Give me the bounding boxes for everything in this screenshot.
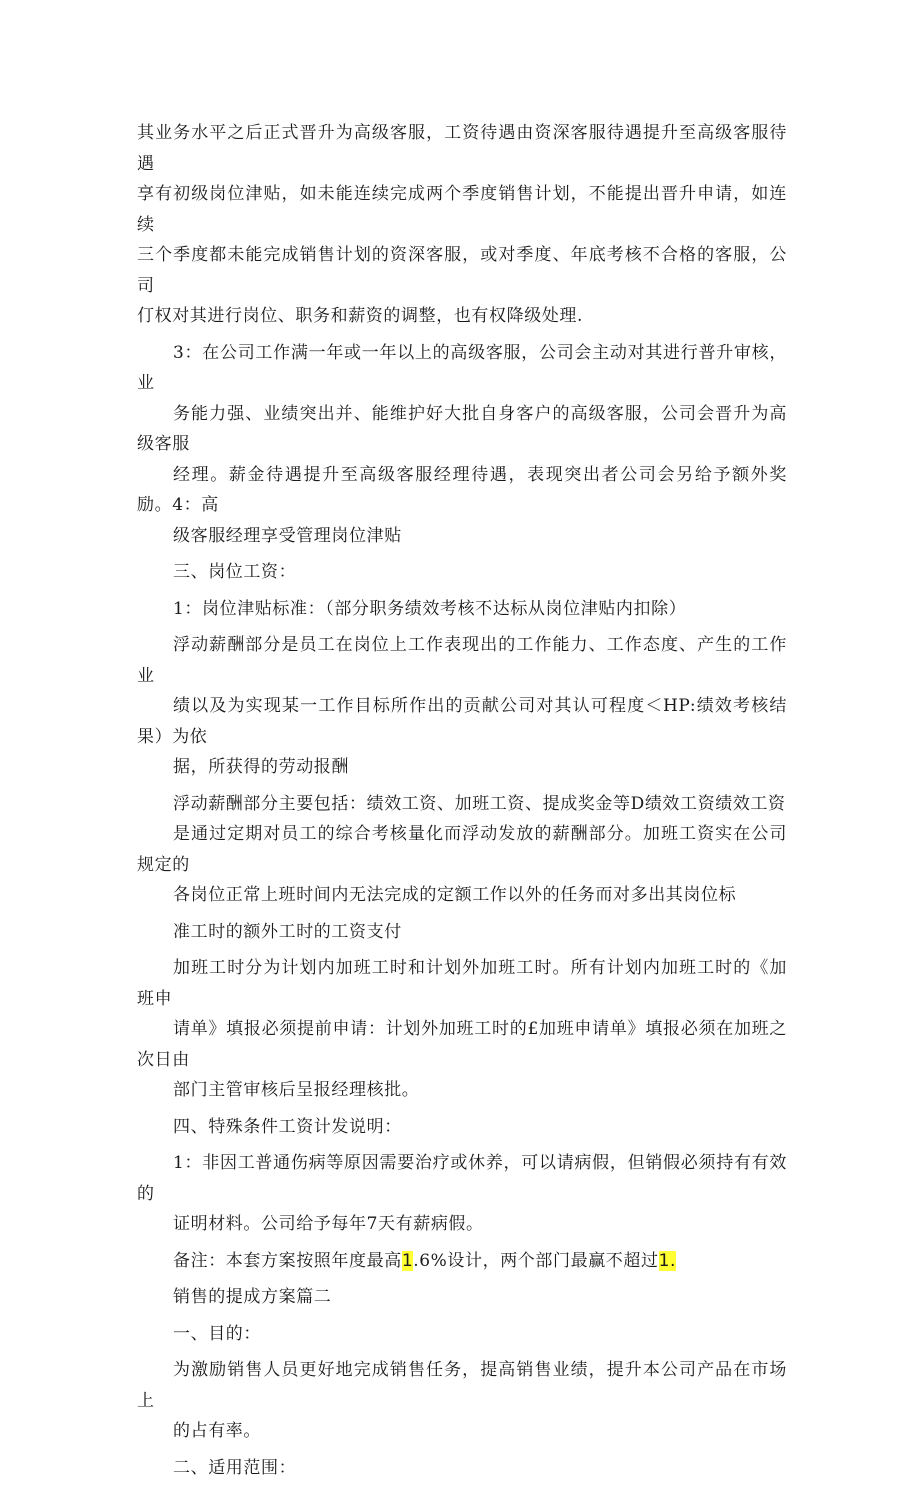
- text-line: 三个季度都未能完成销售计划的资深客服，或对季度、年底考核不合格的客服，公司: [137, 245, 787, 296]
- note-paragraph: [137, 1246, 787, 1277]
- note-prefix: 备注：本套方案按照年度最高: [173, 1250, 402, 1271]
- text-line: 3：在公司工作满一年或一年以上的高级客服，公司会主动对其进行普升审核，业: [137, 342, 787, 393]
- paragraph: [137, 338, 787, 552]
- text-line: 一、目的：: [173, 1323, 261, 1344]
- text-line: 四、特殊条件工资计发说明：: [173, 1116, 402, 1137]
- text-line: 为激励销售人员更好地完成销售任务，提高销售业绩，提升本公司产品在市场上: [137, 1360, 787, 1411]
- text-line: 浮动薪酬部分是员工在岗位上工作表现出的工作能力、工作态度、产生的工作业: [137, 635, 787, 686]
- text-line: 据，所获得的劳动报酬: [173, 757, 349, 777]
- text-line: 级客服经理享受管理岗位津贴: [173, 525, 402, 546]
- text-line: 销售的提成方案篇二: [173, 1287, 332, 1307]
- text-line: 1：非因工普通伤病等原因需要治疗或休养，可以请病假，但销假必须持有有效的: [137, 1153, 787, 1204]
- text-line: 部门主管审核后呈报经理核批。: [173, 1080, 420, 1100]
- text-line: 请单》填报必须提前申请：计划外加班工时的£加班申请单》填报必须在加班之次日由: [137, 1019, 787, 1070]
- paragraph: [137, 630, 787, 783]
- paragraph-group-1: [137, 118, 787, 1240]
- text-line: 证明材料。公司给予每年7天有薪病假。: [173, 1214, 484, 1234]
- highlight-1: 1: [401, 1250, 414, 1271]
- text-line: 绩以及为实现某一工作目标所作出的贡献公司对其认可程度＜HP:绩效考核结果）为依: [137, 696, 787, 747]
- text-line: 准工时的额外工时的工资支付: [173, 921, 402, 942]
- text-line: 加班工时分为计划内加班工时和计划外加班工时。所有计划内加班工时的《加班申: [137, 958, 787, 1009]
- document-body: [137, 118, 787, 1489]
- text-line: 是通过定期对员工的综合考核量化而浮动发放的薪酬部分。加班工资实在公司规定的: [137, 824, 787, 875]
- text-line: 其业务水平之后正式晋升为高级客服，工资待遇由资深客服待遇提升至高级客服待遇: [137, 123, 787, 174]
- paragraph-group-2: [137, 1282, 787, 1483]
- paragraph: [137, 1453, 787, 1484]
- paragraph: [137, 1112, 787, 1143]
- text-line: 各岗位正常上班时间内无法完成的定额工作以外的任务而对多出其岗位标: [173, 885, 737, 905]
- paragraph: [137, 1319, 787, 1350]
- paragraph: [137, 594, 787, 625]
- paragraph: [137, 557, 787, 588]
- highlight-2: 1.: [658, 1250, 677, 1271]
- text-line: 务能力强、业绩突出并、能维护好大批自身客户的高级客服，公司会晋升为高级客服: [137, 403, 787, 454]
- text-line: 二、适用范围：: [173, 1457, 297, 1478]
- paragraph: [137, 1355, 787, 1447]
- text-line: 经理。薪金待遇提升至高级客服经理待遇，表现突出者公司会另给予额外奖励。4：高: [137, 464, 787, 515]
- text-line: 浮动薪酬部分主要包括：绩效工资、加班工资、提成奖金等D绩效工资绩效工资: [173, 793, 786, 814]
- paragraph: [137, 789, 787, 911]
- note-middle: .6%设计，两个部门最赢不超过: [413, 1250, 659, 1271]
- text-line: 享有初级岗位津贴，如未能连续完成两个季度销售计划，不能提出晋升申请，如连续: [137, 184, 787, 235]
- text-line: 仃权对其进行岗位、职务和薪资的调整，也有权降级处理.: [137, 306, 584, 326]
- text-line: 的占有率。: [173, 1421, 261, 1441]
- text-line: 三、岗位工资：: [173, 562, 297, 582]
- paragraph: [137, 953, 787, 1106]
- text-line: 1：岗位津贴标准：（部分职务绩效考核不达标从岗位津贴内扣除）: [173, 598, 687, 619]
- paragraph: [137, 1282, 787, 1313]
- paragraph: [137, 1148, 787, 1240]
- paragraph: [137, 917, 787, 948]
- paragraph: [137, 118, 787, 332]
